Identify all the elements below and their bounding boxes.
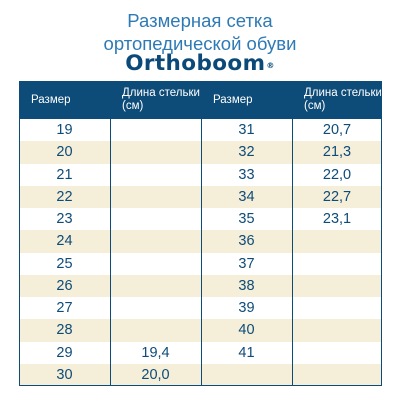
size-cell: 21 [56, 166, 73, 183]
size-cell: 30 [56, 366, 73, 383]
size-cell: 34 [238, 188, 255, 205]
size-cell: 37 [238, 255, 255, 272]
header-length-2: Длина стельки (см) [304, 87, 382, 112]
insole-length-cell [110, 319, 201, 341]
size-cell [201, 364, 292, 386]
insole-length-cell: 21,3 [322, 144, 352, 161]
column-divider [110, 119, 111, 386]
size-cell: 40 [238, 322, 255, 339]
size-cell: 36 [238, 233, 255, 250]
insole-length-cell [110, 208, 201, 230]
insole-length-cell [292, 275, 382, 297]
size-cell: 20 [56, 144, 73, 161]
insole-length-cell [110, 230, 201, 252]
insole-length-cell [110, 186, 201, 208]
insole-length-cell [110, 141, 201, 163]
header-length-1: Длина стельки (см) [122, 87, 200, 112]
size-cell: 28 [56, 322, 73, 339]
size-cell: 26 [56, 277, 73, 294]
title-line-2: ортопедической обуви [103, 33, 297, 54]
insole-length-cell [292, 297, 382, 319]
insole-length-cell [292, 364, 382, 386]
size-cell: 25 [56, 255, 73, 272]
title-line-1: Размерная сетка [127, 10, 273, 31]
insole-length-cell: 20,0 [141, 366, 170, 383]
size-cell: 24 [56, 233, 73, 250]
insole-length-cell [292, 319, 382, 341]
insole-length-cell [110, 164, 201, 186]
insole-length-cell: 23,1 [322, 211, 352, 228]
brand-name: Orthoboom [125, 51, 266, 76]
insole-length-cell [292, 230, 382, 252]
size-cell: 29 [56, 344, 73, 361]
insole-length-cell: 19,4 [141, 344, 170, 361]
insole-length-cell [110, 297, 201, 319]
insole-length-cell [110, 253, 201, 275]
header-size-1: Размер [31, 93, 71, 106]
size-cell: 31 [238, 122, 255, 139]
size-cell: 33 [238, 166, 255, 183]
registered-mark: ® [266, 61, 275, 70]
size-table [19, 81, 382, 386]
column-divider [292, 119, 293, 386]
insole-length-cell: 20,7 [322, 122, 352, 139]
insole-length-cell [292, 253, 382, 275]
size-cell: 19 [56, 122, 73, 139]
size-cell: 41 [238, 344, 255, 361]
size-cell: 22 [56, 188, 73, 205]
size-cell: 35 [238, 211, 255, 228]
insole-length-cell [292, 342, 382, 364]
size-cell: 23 [56, 211, 73, 228]
insole-length-cell: 22,7 [322, 188, 352, 205]
page-title [0, 9, 400, 55]
insole-length-cell [110, 275, 201, 297]
size-cell: 27 [56, 300, 73, 317]
insole-length-cell [110, 119, 201, 141]
insole-length-cell: 22,0 [322, 166, 352, 183]
column-divider-center [201, 81, 202, 386]
brand-logo [0, 52, 400, 76]
size-cell: 39 [238, 300, 255, 317]
header-size-2: Размер [213, 93, 253, 106]
size-cell: 32 [238, 144, 255, 161]
size-cell: 38 [238, 277, 255, 294]
